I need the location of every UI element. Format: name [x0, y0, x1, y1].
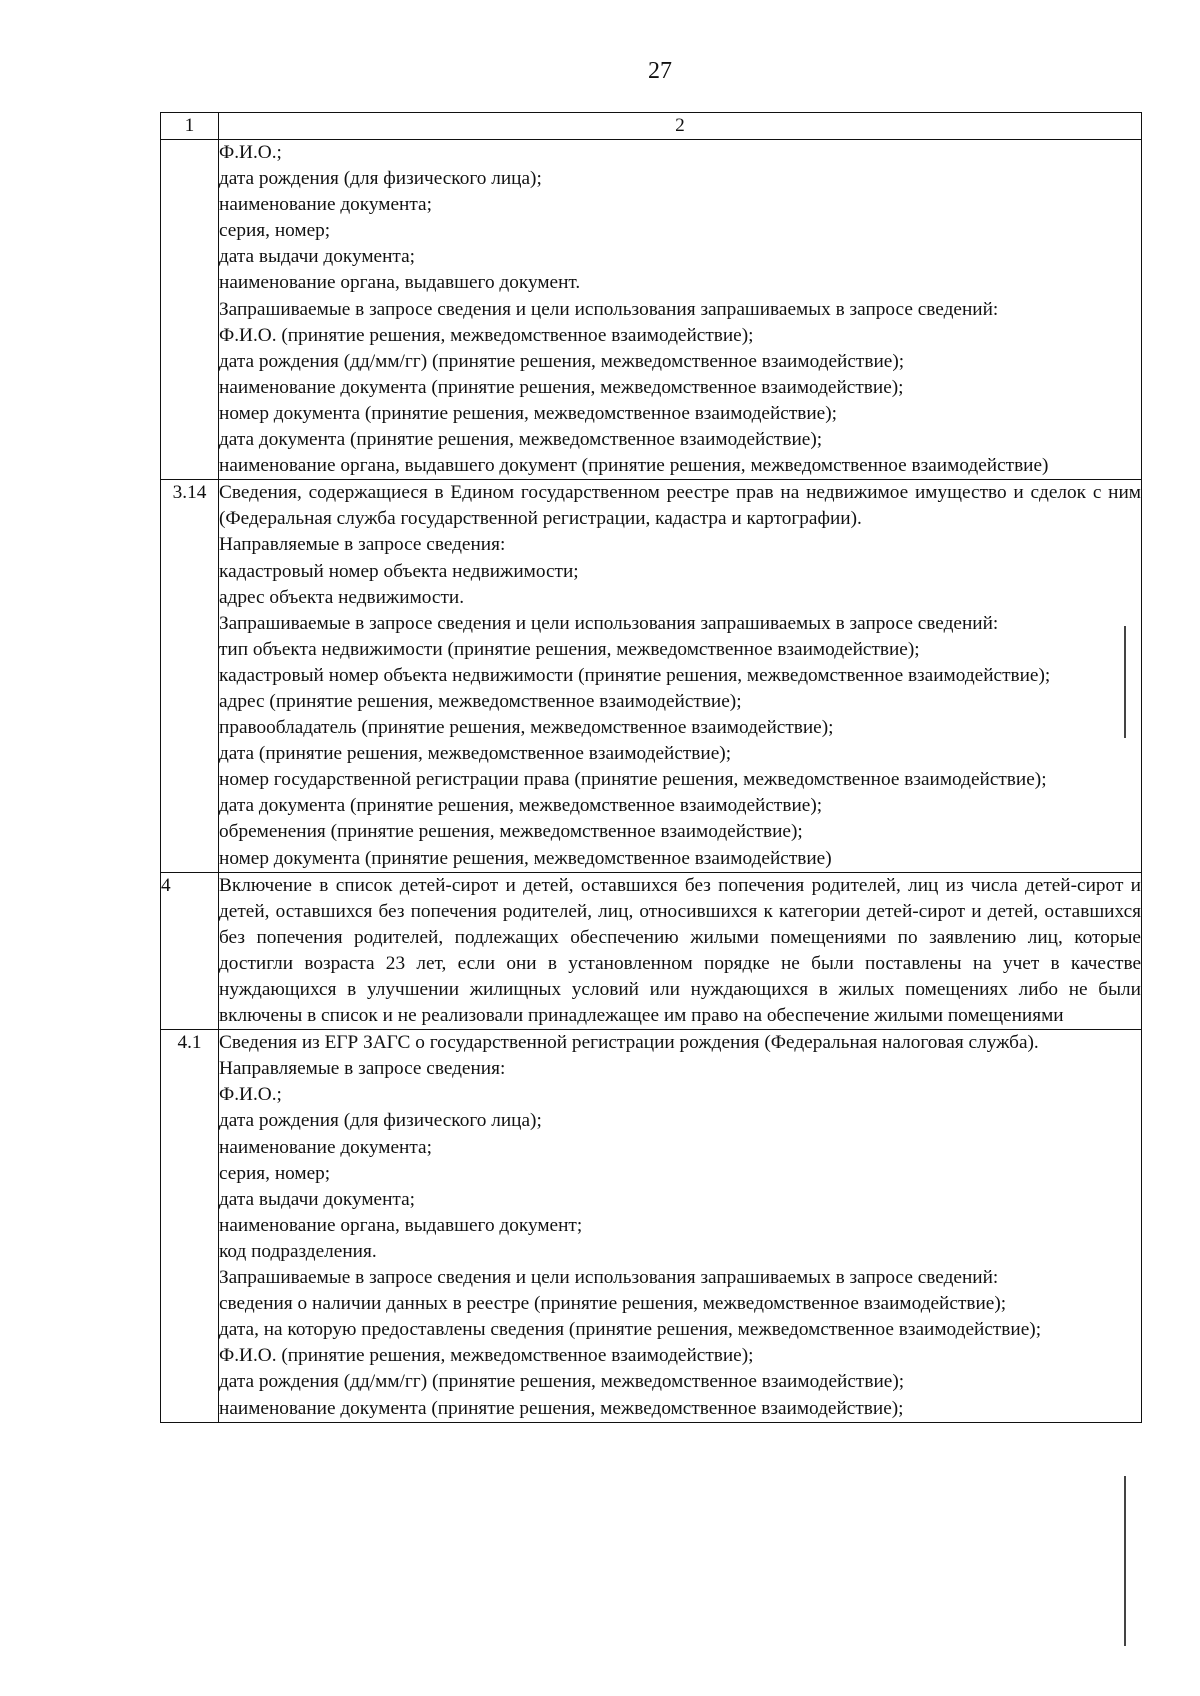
content-line: дата рождения (для физического лица); — [219, 168, 542, 190]
scan-margin-mark — [1124, 1476, 1126, 1646]
table-row — [161, 480, 1142, 872]
content-line: наименование органа, выдавшего документ. — [219, 272, 581, 294]
column-header-2: 2 — [219, 113, 1142, 140]
content-line: серия, номер; — [219, 220, 331, 242]
content-line: наименование органа, выдавшего документ (принятие решения, межведомственное взаимодействие) — [219, 455, 1049, 477]
content-line: Ф.И.О. (принятие решения, межведомственное взаимодействие); — [219, 1345, 754, 1367]
content-line: Ф.И.О.; — [219, 1084, 282, 1106]
content-line: Направляемые в запросе сведения: — [219, 1058, 506, 1080]
column-header-1: 1 — [161, 113, 219, 140]
content-line: код подразделения. — [219, 1240, 377, 1262]
row-content — [219, 872, 1142, 1030]
content-line: адрес (принятие решения, межведомственное взаимодействие); — [219, 690, 742, 712]
content-line: дата рождения (дд/мм/гг) (принятие решения, межведомственное взаимодействие); — [219, 1371, 905, 1393]
row-content — [219, 140, 1142, 480]
content-line: дата, на которую предоставлены сведения (принятие решения, межведомственное взаимодействие); — [219, 1319, 1042, 1341]
content-line: наименование документа (принятие решения, межведомственное взаимодействие); — [219, 1397, 904, 1419]
content-line: номер документа (принятие решения, межведомственное взаимодействие); — [219, 402, 838, 424]
table-header-row — [161, 113, 1142, 140]
content-line: правообладатель (принятие решения, межведомственное взаимодействие); — [219, 717, 834, 739]
content-line: дата рождения (для физического лица); — [219, 1110, 542, 1132]
row-number: 4 — [161, 872, 219, 1030]
row-content — [219, 1030, 1142, 1422]
content-line: серия, номер; — [219, 1162, 331, 1184]
content-line: сведения о наличии данных в реестре (принятие решения, межведомственное взаимодействие); — [219, 1293, 1007, 1315]
content-line: дата документа (принятие решения, межведомственное взаимодействие); — [219, 795, 823, 817]
row-number: 3.14 — [161, 480, 219, 872]
content-line: дата рождения (дд/мм/гг) (принятие решения, межведомственное взаимодействие); — [219, 350, 905, 372]
content-line: тип объекта недвижимости (принятие решения, межведомственное взаимодействие); — [219, 638, 920, 660]
content-line: номер государственной регистрации права (принятие решения, межведомственное взаимодействие); — [219, 769, 1047, 791]
content-line: Сведения, содержащиеся в Едином государственном реестре прав на недвижимое имущество и сделок с ним (Федеральная служба государственной регистрации, кадастра и картографии). — [219, 482, 1141, 530]
row-content — [219, 480, 1142, 872]
content-line: дата выдачи документа; — [219, 246, 415, 268]
document-table — [160, 112, 1142, 1423]
content-line: номер документа (принятие решения, межведомственное взаимодействие) — [219, 847, 832, 869]
content-line: наименование документа (принятие решения, межведомственное взаимодействие); — [219, 376, 904, 398]
content-line: дата (принятие решения, межведомственное взаимодействие); — [219, 743, 732, 765]
content-line: наименование документа; — [219, 1136, 432, 1158]
content-line: дата выдачи документа; — [219, 1188, 415, 1210]
table-row — [161, 140, 1142, 480]
table-row — [161, 872, 1142, 1030]
page-number: 27 — [648, 58, 672, 84]
content-line: наименование органа, выдавшего документ; — [219, 1214, 583, 1236]
content-line: кадастровый номер объекта недвижимости; — [219, 560, 579, 582]
content-line: Запрашиваемые в запросе сведения и цели использования запрашиваемых в запросе сведений: — [219, 1267, 999, 1289]
content-line: кадастровый номер объекта недвижимости (принятие решения, межведомственное взаимодействие); — [219, 664, 1051, 686]
content-line: обременения (принятие решения, межведомственное взаимодействие); — [219, 821, 803, 843]
content-line: Ф.И.О.; — [219, 142, 282, 163]
content-line: Запрашиваемые в запросе сведения и цели использования запрашиваемых в запросе сведений: — [219, 298, 999, 320]
content-line: Направляемые в запросе сведения: — [219, 534, 506, 556]
table-row — [161, 1030, 1142, 1422]
content-line: Сведения из ЕГР ЗАГС о государственной регистрации рождения (Федеральная налоговая служба). — [219, 1032, 1039, 1054]
content-line: адрес объекта недвижимости. — [219, 586, 465, 608]
content-line: наименование документа; — [219, 194, 432, 216]
row-number: 4.1 — [161, 1030, 219, 1422]
content-line: Включение в список детей-сирот и детей, оставшихся без попечения родителей, лиц из числа детей-сирот и детей, оставшихся без попечения родителей, лиц, относившихся к категории детей-сирот и детей, оставшихся без попечения родителей, подлежащих обеспечению жилыми помещениями по заявлению лиц, которые достигли возраста 23 лет, если они в установленном порядке не были поставлены на учет в качестве нуждающихся в улучшении жилищных условий или нуждающихся в жилых помещениях либо не были включены в список и не реализовали принадлежащее им право на обеспечение жилыми помещениями — [219, 874, 1141, 1027]
scan-margin-mark — [1124, 626, 1126, 738]
content-line: Ф.И.О. (принятие решения, межведомственное взаимодействие); — [219, 324, 754, 346]
content-line: дата документа (принятие решения, межведомственное взаимодействие); — [219, 429, 823, 451]
content-line: Запрашиваемые в запросе сведения и цели использования запрашиваемых в запросе сведений: — [219, 612, 999, 634]
row-number — [161, 140, 219, 480]
